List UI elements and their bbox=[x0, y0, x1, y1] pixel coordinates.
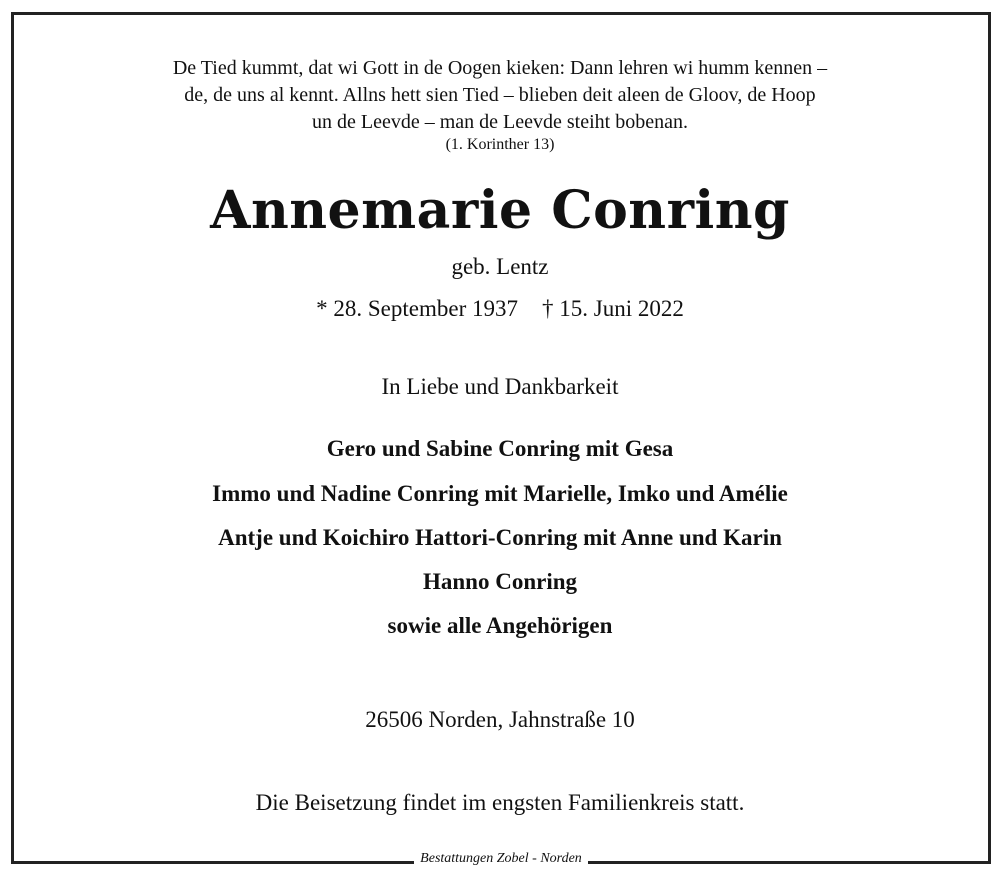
burial-notice: Die Beisetzung findet im engsten Familienkreis statt. bbox=[255, 790, 745, 815]
quote-reference: (1. Korinther 13) bbox=[445, 136, 555, 153]
death-date: † 15. Juni 2022 bbox=[542, 296, 684, 321]
birth-name: geb. Lentz bbox=[451, 254, 549, 279]
mourner-line: Hanno Conring bbox=[422, 569, 577, 594]
footer bbox=[11, 849, 991, 869]
dedication-text: In Liebe und Dankbarkeit bbox=[381, 374, 619, 399]
mourner-line: Gero und Sabine Conring mit Gesa bbox=[326, 436, 674, 461]
quote-line-2: de, de uns al kennt. Allns hett sien Tied – blieben deit aleen de Gloov, de Hoop bbox=[184, 84, 816, 106]
mourner-line: sowie alle Angehörigen bbox=[387, 613, 613, 638]
deceased-name: Annemarie Conring bbox=[210, 180, 790, 241]
birth-date: * 28. September 1937 bbox=[316, 296, 518, 321]
quote-line-3: un de Leevde – man de Leevde steiht bobenan. bbox=[312, 111, 688, 133]
mourner-line: Immo und Nadine Conring mit Marielle, Imko und Amélie bbox=[212, 481, 788, 506]
quote-line-1: De Tied kummt, dat wi Gott in de Oogen kieken: Dann lehren wi humm kennen – bbox=[172, 57, 828, 79]
mourner-line: Antje und Koichiro Hattori-Conring mit Anne und Karin bbox=[218, 525, 782, 550]
address: 26506 Norden, Jahnstraße 10 bbox=[365, 707, 635, 732]
funeral-home-credit: Bestattungen Zobel - Norden bbox=[414, 851, 588, 866]
life-dates bbox=[0, 296, 1000, 322]
